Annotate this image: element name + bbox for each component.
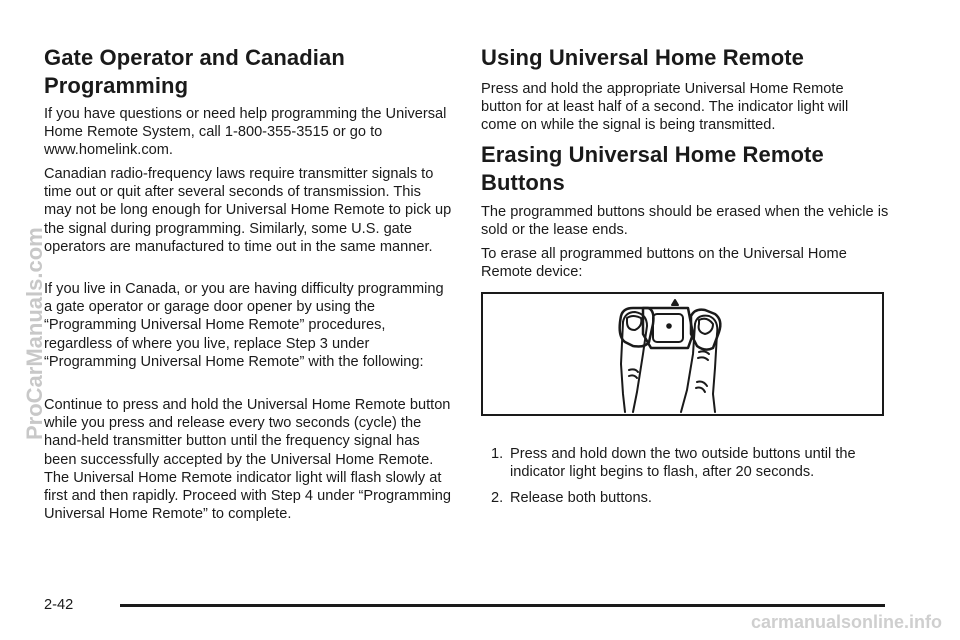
list-item (481, 489, 889, 507)
paragraph-help: If you have questions or need help programming the Universal Home Remote System, call 1-800-355-3515 or go to www.homelink.com. (44, 106, 447, 159)
footer-site-watermark: carmanualsonline.info (750, 612, 942, 632)
gate-operator-heading: Gate Operator and Canadian Programming (44, 45, 345, 98)
step-number: 2. (491, 490, 504, 507)
step-number: 1. (491, 446, 504, 462)
paragraph-erase-sold: The programmed buttons should be erased when the vehicle is sold or the lease ends. (481, 204, 889, 239)
paragraph-canadian-laws: Canadian radio-frequency laws require transmitter signals to time out or quit after several seconds of transmission. This may not be long enough for Universal Home Remote to pick up the signal during programming. Similarly, some U.S. gate operators are manufactured to time out in the same manner. (44, 166, 452, 255)
remote-buttons-illustration (481, 292, 884, 416)
paragraph-difficulty: If you live in Canada, or you are having difficulty programming a gate operator or garage door opener by using the “Programming Universal Home Remote” procedures, regardless of where you live, replace Step 3 under “Programming Universal Home Remote” with the following: (44, 281, 444, 370)
erasing-heading: Erasing Universal Home Remote Buttons (481, 142, 824, 195)
side-watermark (22, 200, 46, 440)
step-text: Press and hold down the two outside buttons until the indicator light begins to flash, after 20 seconds. (510, 446, 856, 481)
erase-steps-list (481, 445, 889, 508)
list-item (481, 445, 889, 481)
fingers-pressing-buttons-icon (483, 294, 882, 414)
paragraph-continue: Continue to press and hold the Universal Home Remote button while you press and release every two seconds (cycle) the hand-held transmitter button until the frequency signal has been successfully accepted by the Universal Home Remote. The Universal Home Remote indicator light will flash slowly at first and then rapidly. Proceed with Step 4 under “Programming Universal Home Remote” to complete. (44, 397, 451, 523)
using-heading: Using Universal Home Remote (481, 45, 805, 70)
paragraph-using: Press and hold the appropriate Universal Home Remote button for at least half of a second. The indicator light will come on while the signal is being transmitted. (481, 81, 849, 134)
watermark-text: ProCarManuals.com (22, 227, 47, 440)
paragraph-erase-all: To erase all programmed buttons on the Universal Home Remote device: (481, 246, 847, 281)
footer-divider (120, 604, 885, 607)
page-number: 2-42 (44, 597, 74, 613)
step-text: Release both buttons. (510, 490, 652, 507)
